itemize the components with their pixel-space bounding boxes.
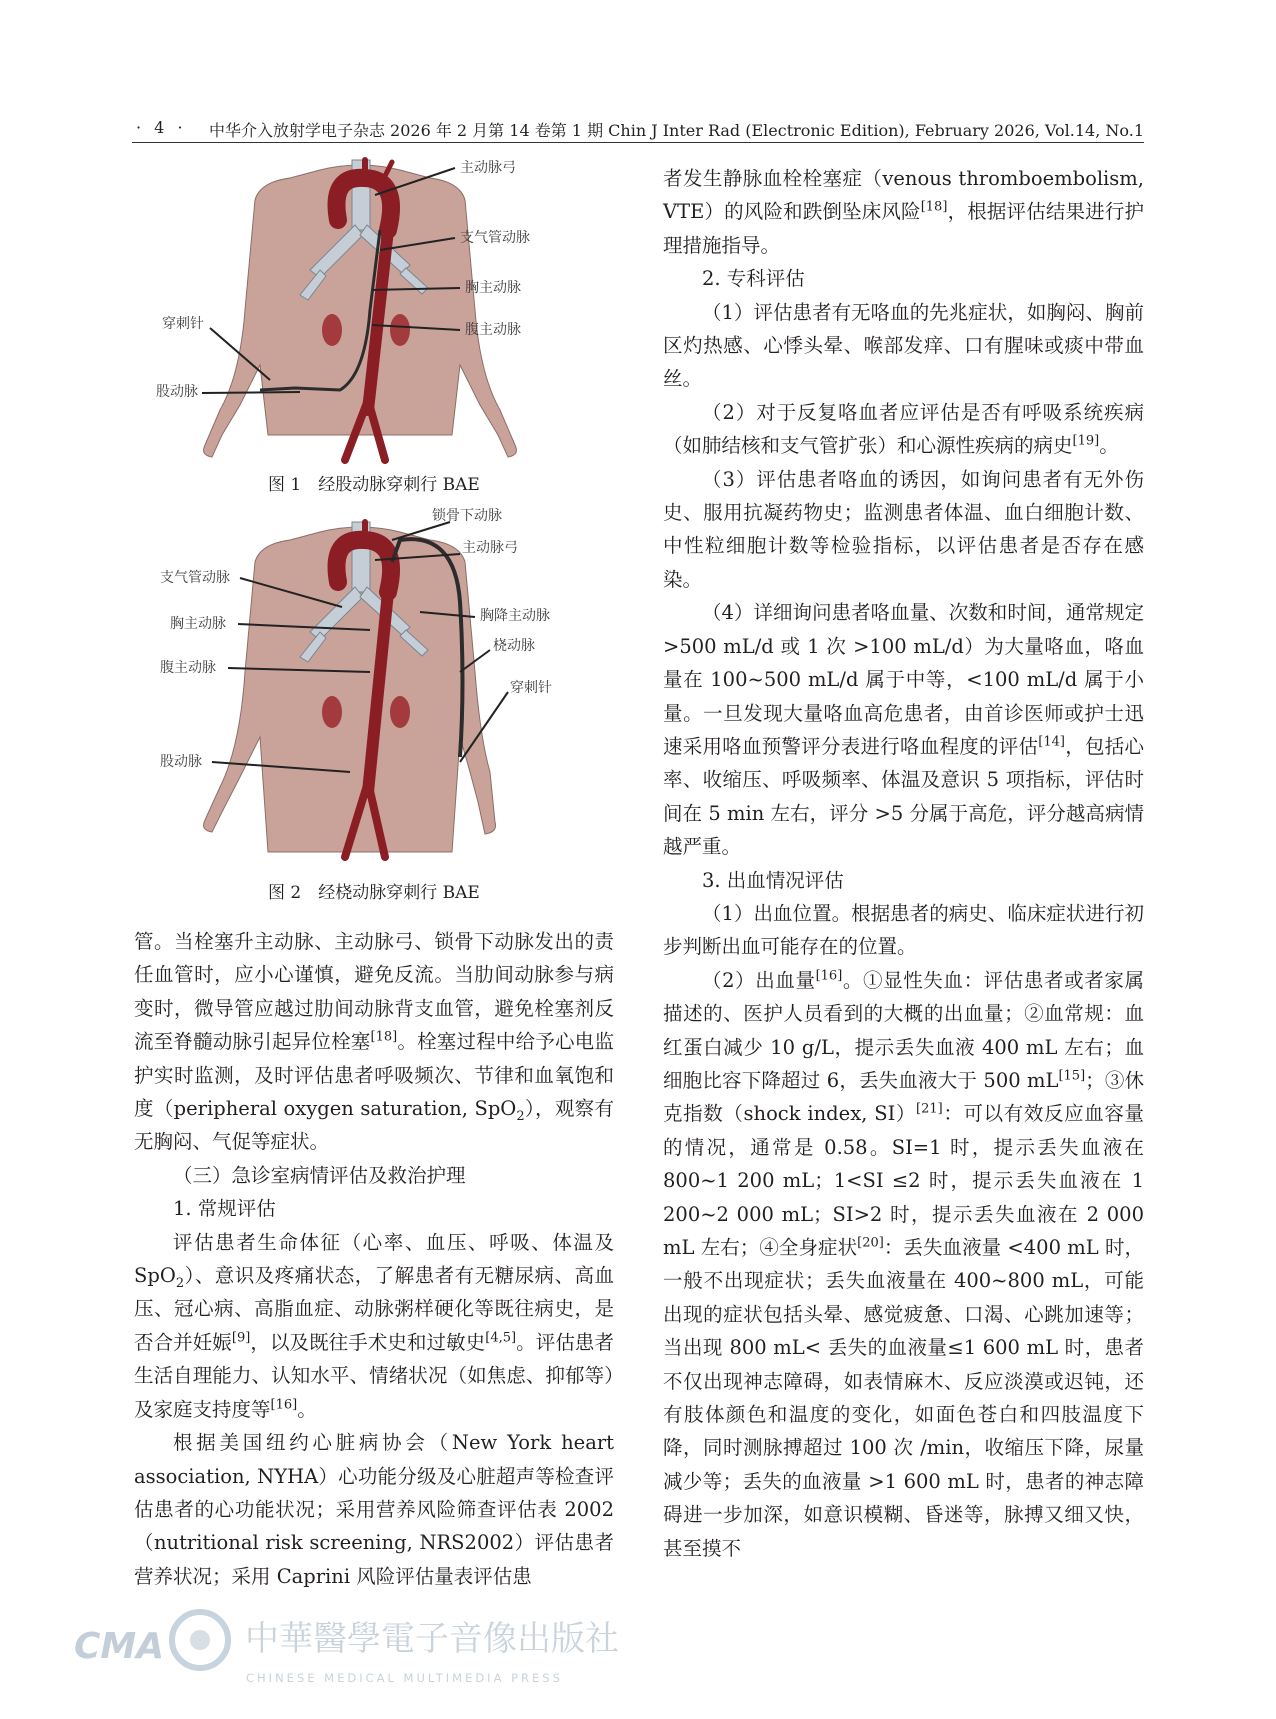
citation-ref: [18] xyxy=(920,199,948,215)
label-puncture-needle: 穿刺针 xyxy=(162,316,204,332)
label-abdominal-aorta: 腹主动脉 xyxy=(160,660,216,676)
paragraph: 者发生静脉血栓栓塞症（venous thromboembolism, VTE）的风险和跌倒坠床风险[18]，根据评估结果进行护理措施指导。 xyxy=(663,167,1144,257)
figure-1-caption: 图 1 经股动脉穿刺行 BAE xyxy=(268,475,480,495)
publisher-name-en: CHINESE MEDICAL MULTIMEDIA PRESS xyxy=(246,1671,563,1685)
label-thoracic-aorta: 胸主动脉 xyxy=(170,616,226,632)
label-thoracic-aorta: 胸主动脉 xyxy=(465,280,521,296)
citation-ref: [20] xyxy=(857,1235,884,1251)
paragraph: （1）出血位置。根据患者的病史、临床症状进行初步判断出血可能存在的位置。 xyxy=(663,901,1144,959)
label-descending-thoracic-aorta: 胸降主动脉 xyxy=(480,608,550,624)
publisher-name-cn: 中華醫學電子音像出版社 xyxy=(245,1619,619,1659)
label-subclavian-artery: 锁骨下动脉 xyxy=(432,508,502,524)
paragraph: 管。当栓塞升主动脉、主动脉弓、锁骨下动脉发出的责任血管时，应小心谨慎，避免反流。当肋间动脉参与病变时，微导管应越过肋间动脉背支血管，避免栓塞剂反流至脊髓动脉引起异位栓塞[18]。栓塞过程中给予心电监护实时监测，及时评估患者呼吸频次、节律和血氧饱和度（peripheral oxygen saturation, SpO$_2$），观察有无胸闷、气促等症状。 xyxy=(134,930,614,1154)
publisher-watermark xyxy=(70,1610,619,1690)
figure-2 xyxy=(160,508,592,867)
body-silhouette xyxy=(204,527,496,852)
label-femoral-artery: 股动脉 xyxy=(156,384,198,400)
figure-2-illustration xyxy=(160,508,592,867)
paragraph: （2）对于反复咯血者应评估是否有呼吸系统疾病（如肺结核和支气管扩张）和心源性疾病的病史[19]。 xyxy=(663,400,1144,458)
citation-ref: [16] xyxy=(815,968,843,984)
label-bronchial-artery: 支气管动脉 xyxy=(160,570,230,586)
figure-1-illustration xyxy=(156,160,592,470)
citation-ref: [9] xyxy=(231,1330,251,1346)
running-header xyxy=(132,116,1144,143)
paragraph: （2）出血量[16]。①显性失血：评估患者或者家属描述的、医护人员看到的大概的出血量；②血常规：血红蛋白减少 10 g/L，提示丢失血液 400 mL 左右；血细胞比容下降超过 6，丢失血液大于 500 mL[15]；③休克指数（shock index, SI）[21]：可以有效反应血容量的情况，通常是 0.58。SI=1 时，提示丢失血液在 800~1 200 mL；1<SI ≤2 时，提示丢失血液在 1 200~2 000 mL；SI>2 时，提示丢失血液在 2 000 mL 左右；④全身症状[20]：丢失血液量 <400 mL 时，一般不出现症状；丢失血液量在 400~800 mL，可能出现的症状包括头晕、感觉疲惫、口渴、心跳加速等；当出现 800 mL< 丢失的血液量≤1 600 mL 时，患者不仅出现神志障碍，如表情麻木、反应淡漠或迟钝，还有肢体颜色和温度的变化，如面色苍白和四肢温度下降，同时测脉搏超过 100 次 /min，收缩压下降，尿量减少等；丢失的血液量 >1 600 mL 时，患者的神志障碍进一步加深，如意识模糊、昏迷等，脉搏又细又快，甚至摸不 xyxy=(663,968,1144,1560)
citation-ref: [21] xyxy=(916,1101,943,1117)
citation-ref: [4,5] xyxy=(485,1330,517,1346)
subscript: 2 xyxy=(516,1108,525,1124)
citation-ref: [19] xyxy=(1072,433,1100,449)
paragraph: 评估患者生命体征（心率、血压、呼吸、体温及 SpO$_2$）、意识及疼痛状态，了解患者有无糖尿病、高血压、冠心病、高脂血症、动脉粥样硬化等既往病史，是否合并妊娠[9]，以及既往手术史和过敏史[4,5]。评估患者生活自理能力、认知水平、情绪状况（如焦虑、抑郁等）及家庭支持度等[16]。 xyxy=(134,1230,614,1421)
label-bronchial-artery: 支气管动脉 xyxy=(460,230,530,246)
label-radial-artery: 桡动脉 xyxy=(493,638,535,654)
figure-1 xyxy=(156,160,592,470)
citation-ref: [16] xyxy=(270,1397,298,1413)
paragraph: （4）详细询问患者咯血量、次数和时间，通常规定 >500 mL/d 或 1 次 >100 mL/d）为大量咯血，咯血量在 100~500 mL/d 属于中等，<100 mL/d 属于小量。一旦发现大量咯血高危患者，由首诊医师或护士迅速采用咯血预警评分表进行咯血程度的评估[14]，包括心率、收缩压、呼吸频率、体温及意识 5 项指标，评估时间在 5 min 左右，评分 >5 分属于高危，评分越高病情越严重。 xyxy=(663,601,1144,859)
page-number: · 4 · xyxy=(136,118,187,137)
subsection-heading: 1. 常规评估 xyxy=(173,1197,276,1221)
label-puncture-needle: 穿刺针 xyxy=(510,680,552,696)
right-column xyxy=(663,162,1144,1565)
section-heading: （三）急诊室病情评估及救治护理 xyxy=(173,1163,466,1187)
logo-text: CMA xyxy=(74,1626,165,1667)
left-column xyxy=(134,925,614,1593)
paragraph: （3）评估患者咯血的诱因，如询问患者有无外伤史、服用抗凝药物史；监测患者体温、血白细胞计数、中性粒细胞计数等检验指标，以评估患者是否存在感染。 xyxy=(663,467,1144,591)
subscript: 2 xyxy=(175,1275,185,1291)
citation-ref: [14] xyxy=(1038,734,1065,750)
label-aortic-arch: 主动脉弓 xyxy=(462,540,518,556)
citation-ref: [18] xyxy=(370,1029,398,1045)
label-femoral-artery: 股动脉 xyxy=(160,754,202,770)
label-abdominal-aorta: 腹主动脉 xyxy=(465,322,521,338)
publisher-logo xyxy=(70,1610,619,1690)
label-aortic-arch: 主动脉弓 xyxy=(460,160,516,176)
journal-citation: 中华介入放射学电子杂志 2026 年 2 月第 14 卷第 1 期 Chin J Inter Rad (Electronic Edition), February 2026, Vol.14, No.1 xyxy=(208,121,1144,140)
figure-2-caption: 图 2 经桡动脉穿刺行 BAE xyxy=(268,883,480,903)
paragraph: （1）评估患者有无咯血的先兆症状，如胸闷、胸前区灼热感、心悸头晕、喉部发痒、口有腥味或痰中带血丝。 xyxy=(663,300,1144,391)
subsection-heading: 2. 专科评估 xyxy=(702,267,805,291)
paragraph: 根据美国纽约心脏病协会（New York heart association, NYHA）心功能分级及心脏超声等检查评估患者的心功能状况；采用营养风险筛查评估表 2002（nutritional risk screening, NRS2002）评估患者营养状况；采用 Caprini 风险评估量表评估患 xyxy=(134,1431,614,1588)
subsection-heading: 3. 出血情况评估 xyxy=(702,868,844,892)
citation-ref: [15] xyxy=(1058,1068,1086,1084)
